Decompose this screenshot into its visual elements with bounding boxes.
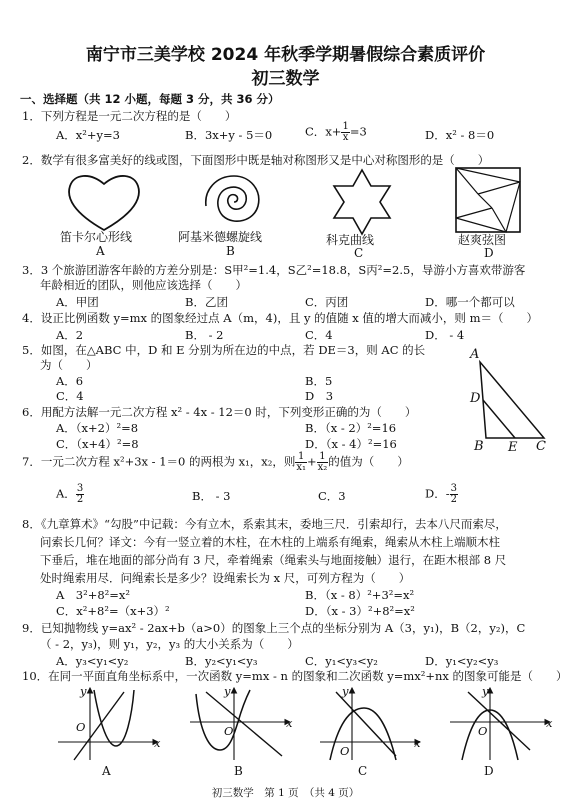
q7-stem-pre: 7．一元二次方程 x²+3x - 1＝0 的两根为 x₁，x₂，则 bbox=[22, 454, 296, 469]
q1-option-d: D．x² - 8＝0 bbox=[425, 128, 495, 142]
q7-d-num: 3 bbox=[450, 483, 457, 494]
q10-b-x-label: x bbox=[286, 716, 293, 730]
q7-stem: 7．一元二次方程 x²+3x - 1＝0 的两根为 x₁，x₂，则 $\frac{1}{\text{x₁}}$ + $\frac{1}{\text{x₂}}$ 的值为（ ） bbox=[22, 451, 409, 473]
q7-option-c: C．3 bbox=[318, 489, 346, 503]
q7-a-pre: A． bbox=[56, 486, 76, 501]
q3-option-c: C．丙团 bbox=[305, 295, 349, 309]
q6-option-a: A．（x+2）²=8 bbox=[56, 421, 139, 435]
q1-c-post: =3 bbox=[349, 124, 367, 139]
q1-c-x: x+ bbox=[325, 124, 342, 139]
q10-c-x-label: x bbox=[414, 736, 421, 750]
q4-option-c: C．4 bbox=[305, 328, 333, 342]
q7-frac2-num: 1 bbox=[317, 452, 329, 463]
q2-caption-d: 赵爽弦图 bbox=[458, 233, 507, 247]
q2-caption-c: 科克曲线 bbox=[326, 233, 375, 247]
q6-option-c: C．（x+4）²=8 bbox=[56, 437, 139, 451]
q10-graph-d bbox=[446, 684, 556, 764]
q7-frac1-num: 1 bbox=[295, 452, 307, 463]
q2-caption-a: 笛卡尔心形线 bbox=[60, 230, 133, 244]
q2-stem: 2．数学有很多富美好的线或图，下面图形中既是轴对称图形又是中心对称图形的是（ ） bbox=[22, 153, 490, 167]
q10-a-y-label: y bbox=[80, 684, 87, 698]
q10-d-x-label: x bbox=[546, 716, 553, 730]
q7-option-d bbox=[425, 484, 458, 505]
q10-b-y-label: y bbox=[224, 684, 231, 698]
q10-stem: 10．在同一平面直角坐标系中，一次函数 y=mx - n 的图象和二次函数 y=mx²+nx 的图象可能是（ ） bbox=[22, 669, 568, 683]
zhaoshuang-diagram-figure bbox=[450, 164, 530, 236]
q1-option-c bbox=[305, 122, 367, 143]
q10-a-x-label: x bbox=[154, 736, 161, 750]
q5-triangle-figure bbox=[468, 348, 558, 453]
q7-d-den: 2 bbox=[450, 494, 457, 505]
q1-c-fraction bbox=[341, 122, 349, 143]
q3-stem-line1: 3．3 个旅游团游客年龄的方差分别是：S甲²=1.4，S乙²=18.8，S丙²=2.5，导游小方喜欢带游客 bbox=[22, 263, 526, 277]
q2-letter-a: A bbox=[96, 244, 105, 258]
q10-graph-c bbox=[316, 684, 426, 764]
q8-option-d: D．（x - 3）²+8²=x² bbox=[305, 604, 415, 618]
q6-option-d: D．（x - 4）²=16 bbox=[305, 437, 397, 451]
q3-option-d: D．哪一个都可以 bbox=[425, 295, 515, 309]
q4-stem: 4．设正比例函数 y=mx 的图象经过点 A（m，4)，且 y 的值随 x 值的增大而减小，则 m＝（ ） bbox=[22, 311, 538, 325]
q10-c-origin: O bbox=[340, 744, 350, 758]
q3-option-b: B．乙团 bbox=[185, 295, 228, 309]
q7-d-pre: D．- bbox=[425, 486, 450, 501]
q7-a-den: 2 bbox=[76, 494, 84, 505]
q7-frac1 bbox=[295, 452, 307, 473]
q8-line3: 下垂后，堆在地面的部分尚有 3 尺，牵着绳索（绳索头与地面接触）退行，在距木根部 8 尺 bbox=[40, 553, 507, 567]
q8-line2: 问索长几何？译文：今有一竖立着的木柱，在木柱的上端系有绳索，绳索从木柱上端顺木柱 bbox=[40, 535, 500, 549]
q8-option-a: A 3²+8²=x² bbox=[56, 588, 131, 602]
q5-label-d: D bbox=[470, 391, 481, 406]
q4-option-a: A．2 bbox=[56, 328, 84, 342]
q7-option-a bbox=[56, 484, 84, 505]
q5-option-b: B．5 bbox=[305, 374, 333, 388]
q7-frac2-den: x₂ bbox=[317, 462, 328, 473]
q1-c-den: x bbox=[342, 132, 349, 143]
q2-letter-d: D bbox=[484, 246, 494, 260]
q10-d-y-label: y bbox=[482, 684, 489, 698]
q5-stem-line1: 5．如图，在△ABC 中，D 和 E 分别为所在边的中点，若 DE＝3，则 AC 的长 bbox=[22, 343, 426, 357]
q8-line4: 处时绳索用尽．问绳索长是多少？设绳索长为 x 尺，可列方程为（ ） bbox=[40, 571, 411, 585]
q7-frac1-den: x₁ bbox=[296, 462, 306, 473]
exam-subtitle: 初三数学 bbox=[251, 69, 320, 89]
q10-letter-c: C bbox=[358, 764, 368, 778]
q9-option-b: B．y₂<y₁<y₃ bbox=[185, 654, 258, 668]
q9-stem-line2: （ - 2，y₃)，则 y₁，y₂，y₃ 的大小关系为（ ） bbox=[40, 637, 299, 651]
q7-d-frac bbox=[450, 484, 458, 505]
q5-option-a: A．6 bbox=[56, 374, 84, 388]
q5-stem-line2: 为（ ） bbox=[40, 358, 98, 372]
section-heading: 一、选择题（共 12 小题，每题 3 分，共 36 分） bbox=[20, 92, 280, 106]
q10-letter-b: B bbox=[234, 764, 243, 778]
q7-a-num: 3 bbox=[76, 483, 84, 494]
q9-stem-line1: 9．已知抛物线 y=ax² - 2ax+b（a>0）的图象上三个点的坐标分别为 A（3，y₁)，B（2，y₂)，C bbox=[22, 621, 526, 635]
q10-c-y-label: y bbox=[342, 684, 349, 698]
q5-label-a: A bbox=[470, 347, 480, 362]
q4-option-d: D． - 4 bbox=[425, 328, 465, 342]
q1-c-prefix: C． bbox=[305, 124, 326, 139]
q1-option-b: B．3x+y - 5＝0 bbox=[185, 128, 273, 142]
q5-label-e: E bbox=[508, 440, 518, 455]
q1-stem: 1．下列方程是一元二次方程的是（ ） bbox=[22, 109, 237, 123]
q10-letter-d: D bbox=[484, 764, 494, 778]
q2-letter-b: B bbox=[226, 244, 235, 258]
q5-option-d: D 3 bbox=[305, 389, 334, 403]
q8-option-b: B．（x - 8）²+3²=x² bbox=[305, 588, 415, 602]
q7-option-b: B． - 3 bbox=[192, 489, 231, 503]
q8-line1: 8．《九章算术》“勾股”中记载：今有立木，系索其末，委地三尺．引索却行，去本八尺而索尽， bbox=[22, 517, 507, 531]
q3-option-a: A．甲团 bbox=[56, 295, 99, 309]
exam-title: 南宁市三美学校 2024 年秋季学期暑假综合素质评价 bbox=[85, 45, 486, 65]
q7-frac2 bbox=[317, 452, 329, 473]
q10-graph-b bbox=[186, 684, 296, 764]
spiral-figure bbox=[194, 166, 274, 236]
q8-option-c: C．x²+8²=（x+3）² bbox=[56, 604, 170, 618]
q7-stem-post: 的值为（ ） bbox=[328, 454, 409, 469]
q5-label-c: C bbox=[536, 439, 546, 454]
q9-option-d: D．y₁<y₂<y₃ bbox=[425, 654, 499, 668]
q1-c-num: 1 bbox=[342, 121, 349, 132]
q2-letter-c: C bbox=[354, 246, 364, 260]
q9-option-c: C．y₁<y₃<y₂ bbox=[305, 654, 378, 668]
q10-d-origin: O bbox=[478, 724, 488, 738]
koch-curve-figure bbox=[322, 166, 402, 238]
q7-a-frac bbox=[76, 484, 84, 505]
q6-option-b: B．（x - 2）²=16 bbox=[305, 421, 397, 435]
q10-letter-a: A bbox=[102, 764, 111, 778]
q6-stem: 6．用配方法解一元二次方程 x² - 4x - 12＝0 时，下列变形正确的为（ ） bbox=[22, 405, 417, 419]
q9-option-a: A．y₃<y₁<y₂ bbox=[56, 654, 129, 668]
q2-caption-b: 阿基米德螺旋线 bbox=[178, 230, 263, 244]
q10-b-origin: O bbox=[224, 724, 234, 738]
q1-option-a: A．x²+y=3 bbox=[56, 128, 120, 142]
q10-a-origin: O bbox=[76, 720, 86, 734]
q5-label-b: B bbox=[474, 439, 484, 454]
q4-option-b: B． - 2 bbox=[185, 328, 224, 342]
q10-graph-a bbox=[54, 684, 164, 764]
q5-option-c: C．4 bbox=[56, 389, 84, 403]
q3-stem-line2: 年龄相近的团队，则他应该选择（ ） bbox=[40, 278, 247, 292]
page-footer: 初三数学 第 1 页 （共 4 页） bbox=[211, 787, 360, 799]
